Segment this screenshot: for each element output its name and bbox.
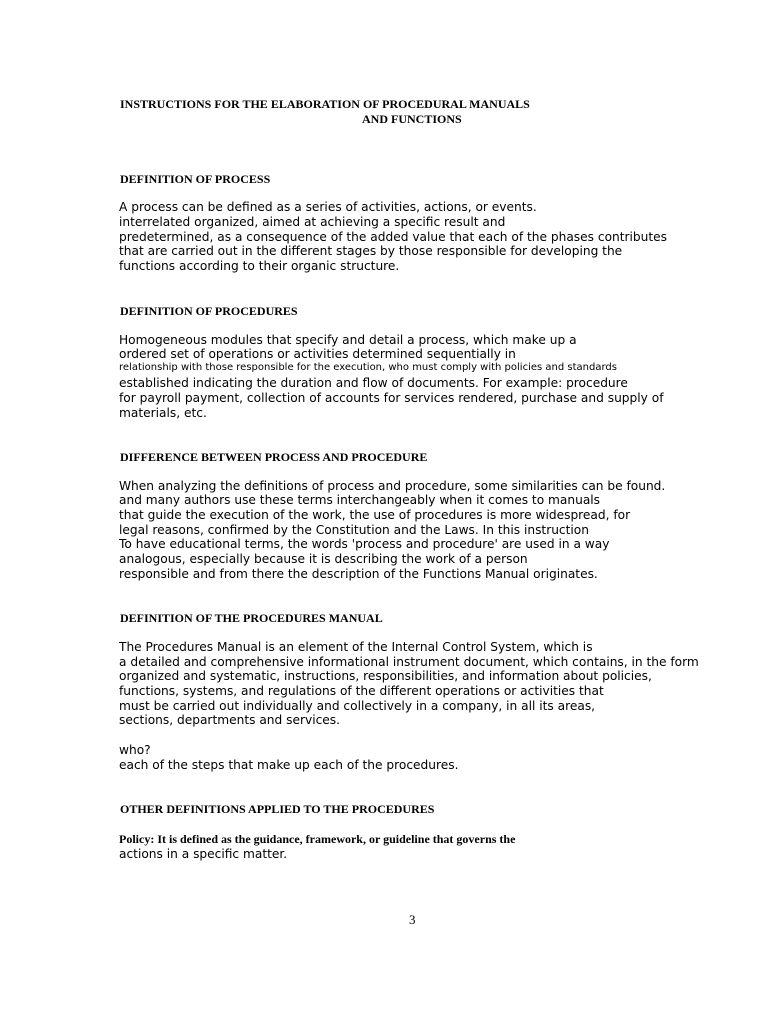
document-title-line-2: AND FUNCTIONS bbox=[362, 112, 462, 126]
difference-line-6: analogous, especially because it is describing the work of a person bbox=[119, 552, 528, 566]
manual-extra-line-2: each of the steps that make up each of the procedures. bbox=[119, 758, 459, 772]
procedures-line-4: established indicating the duration and flow of documents. For example: procedure bbox=[119, 376, 628, 390]
heading-definition-of-process: DEFINITION OF PROCESS bbox=[120, 172, 271, 186]
procedures-line-6: materials, etc. bbox=[119, 406, 207, 420]
procedures-line-3: relationship with those responsible for the execution, who must comply with policies and standards bbox=[119, 362, 617, 373]
difference-line-1: When analyzing the definitions of process and procedure, some similarities can be found. bbox=[119, 479, 666, 493]
process-line-4: that are carried out in the different stages by those responsible for developing the bbox=[119, 244, 623, 258]
manual-line-4: functions, systems, and regulations of the different operations or activities that bbox=[119, 684, 604, 698]
policy-definition-line-1: Policy: It is defined as the guidance, framework, or guideline that governs the bbox=[119, 832, 516, 846]
manual-line-2: a detailed and comprehensive informational instrument document, which contains, in the form bbox=[119, 655, 699, 669]
procedures-line-2: ordered set of operations or activities determined sequentially in bbox=[119, 347, 516, 361]
procedures-line-1: Homogeneous modules that specify and detail a process, which make up a bbox=[119, 333, 577, 347]
heading-other-definitions: OTHER DEFINITIONS APPLIED TO THE PROCEDURES bbox=[120, 802, 435, 816]
manual-line-5: must be carried out individually and collectively in a company, in all its areas, bbox=[119, 699, 596, 713]
difference-line-7: responsible and from there the description of the Functions Manual originates. bbox=[119, 567, 598, 581]
difference-line-3: that guide the execution of the work, the use of procedures is more widespread, for bbox=[119, 508, 631, 522]
document-title-line-1: INSTRUCTIONS FOR THE ELABORATION OF PROCEDURAL MANUALS bbox=[120, 97, 530, 111]
process-line-2: interrelated organized, aimed at achieving a specific result and bbox=[119, 215, 506, 229]
difference-line-5: To have educational terms, the words 'process and procedure' are used in a way bbox=[119, 537, 610, 551]
heading-definition-of-procedures: DEFINITION OF PROCEDURES bbox=[120, 304, 298, 318]
manual-line-6: sections, departments and services. bbox=[119, 713, 340, 727]
difference-line-4: legal reasons, confirmed by the Constitution and the Laws. In this instruction bbox=[119, 523, 589, 537]
process-line-5: functions according to their organic structure. bbox=[119, 259, 400, 273]
process-line-1: A process can be defined as a series of activities, actions, or events. bbox=[119, 200, 537, 214]
manual-line-3: organized and systematic, instructions, responsibilities, and information about policies, bbox=[119, 669, 652, 683]
manual-extra-line-1: who? bbox=[119, 743, 151, 757]
process-line-3: predetermined, as a consequence of the added value that each of the phases contributes bbox=[119, 230, 668, 244]
difference-line-2: and many authors use these terms interchangeably when it comes to manuals bbox=[119, 493, 601, 507]
heading-procedures-manual: DEFINITION OF THE PROCEDURES MANUAL bbox=[120, 611, 383, 625]
policy-definition-line-2: actions in a specific matter. bbox=[119, 847, 288, 861]
procedures-line-5: for payroll payment, collection of accounts for services rendered, purchase and supply of bbox=[119, 391, 664, 405]
page-number: 3 bbox=[409, 912, 416, 927]
manual-line-1: The Procedures Manual is an element of the Internal Control System, which is bbox=[119, 640, 593, 654]
heading-difference: DIFFERENCE BETWEEN PROCESS AND PROCEDURE bbox=[120, 450, 428, 464]
